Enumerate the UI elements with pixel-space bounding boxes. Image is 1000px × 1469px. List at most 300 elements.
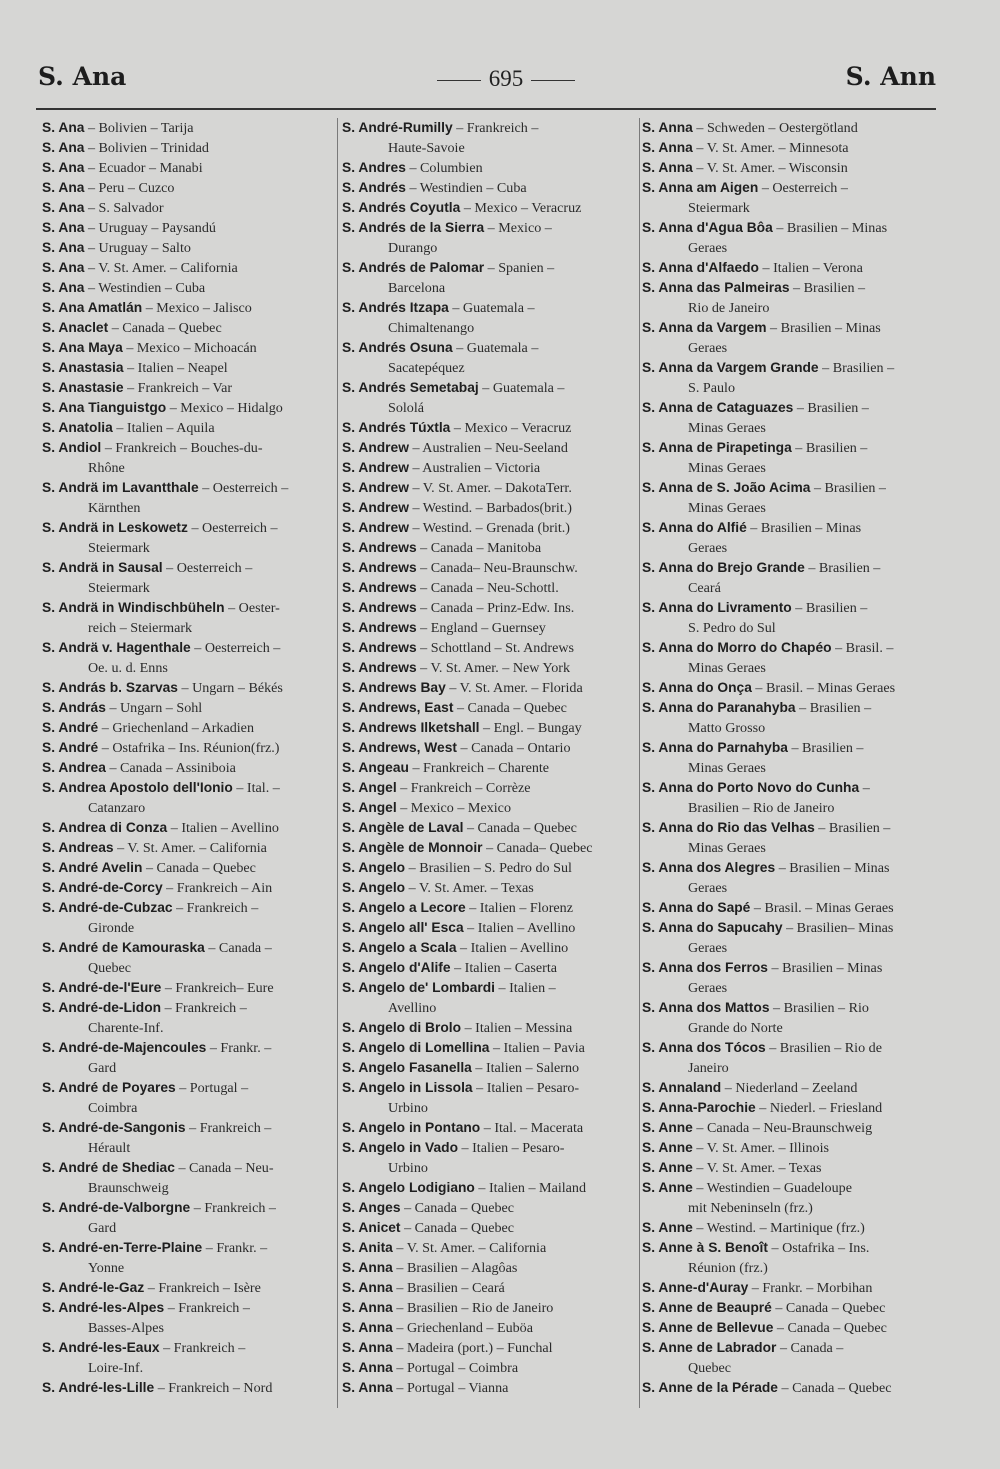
entry-name: S. Anne de Beaupré — [642, 1300, 772, 1315]
gazetteer-entry — [642, 1338, 940, 1378]
entry-name: S. András — [42, 700, 106, 715]
gazetteer-entry — [342, 1038, 637, 1058]
gazetteer-entry — [42, 1078, 332, 1118]
gazetteer-entry — [42, 418, 332, 438]
entry-location: – Italien – Avellino — [467, 920, 576, 936]
entry-location-continued: Matto Grosso — [688, 720, 766, 736]
gazetteer-entry — [342, 458, 637, 478]
gazetteer-entry — [342, 1218, 637, 1238]
entry-location: – Mexico – Hidalgo — [169, 400, 283, 416]
entry-location: – Frankreich – Nord — [157, 1380, 273, 1396]
entry-name: S. André-les-Lille — [42, 1380, 155, 1395]
entry-name: S. Andrews, West — [342, 740, 458, 755]
entry-location: – Mexico – Michoacán — [126, 340, 257, 356]
column-3 — [642, 118, 940, 1398]
entry-location: – Italien – Salerno — [475, 1060, 580, 1076]
entry-name: S. Anna d'Agua Bôa — [642, 220, 773, 235]
gazetteer-entry — [42, 598, 332, 638]
entry-location: – England – Guernsey — [420, 620, 546, 636]
entry-name: S. Anna do Rio das Velhas — [642, 820, 815, 835]
entry-location: – Mexico – — [487, 220, 552, 236]
entry-location: – Canada – Neu-Schottl. — [420, 580, 559, 596]
entry-location: – Brasilien – Minas — [770, 320, 881, 336]
entry-name: S. Anita — [342, 1240, 393, 1255]
gazetteer-entry — [42, 938, 332, 978]
gazetteer-entry — [42, 318, 332, 338]
entry-name: S. Anne à S. Benoît — [642, 1240, 768, 1255]
entry-name: S. Andrä in Leskowetz — [42, 520, 188, 535]
gazetteer-entry — [342, 738, 637, 758]
gazetteer-entry — [342, 838, 637, 858]
entry-location: – Brasilien – Minas — [778, 860, 890, 876]
gazetteer-entry — [42, 558, 332, 598]
entry-location: – Oesterreich – — [761, 180, 848, 196]
entry-name: S. Andrews — [342, 620, 417, 635]
entry-location-continued: Minas Geraes — [688, 840, 766, 856]
gazetteer-entry — [42, 158, 332, 178]
entry-location: – Peru – Cuzco — [87, 180, 175, 196]
gazetteer-entry — [642, 358, 940, 398]
entry-name: S. Angelo di Brolo — [342, 1020, 462, 1035]
entry-location: – Canada– Quebec — [486, 840, 593, 856]
column-divider — [337, 118, 338, 1408]
gazetteer-entry — [42, 898, 332, 938]
entry-name: S. Angelo — [342, 880, 406, 895]
entry-name: S. Anna da Vargem Grande — [642, 360, 819, 375]
entry-location: – Canada – Quebec — [404, 1220, 515, 1236]
gazetteer-entry — [642, 1038, 940, 1078]
entry-name: S. Anna de Cataguazes — [642, 400, 794, 415]
entry-name: S. Andrews — [342, 640, 417, 655]
gazetteer-entry — [642, 738, 940, 778]
entry-name: S. Angèle de Laval — [342, 820, 464, 835]
entry-location: – Canada– Neu-Braunschw. — [420, 560, 578, 576]
entry-location: – Brasilien – Ceará — [396, 1280, 505, 1296]
entry-name: S. Anna dos Ferros — [642, 960, 768, 975]
gazetteer-entry — [42, 438, 332, 478]
gazetteer-entry — [642, 1178, 940, 1218]
entry-name: S. Andrews Ilketshall — [342, 720, 480, 735]
entry-name: S. Andrä in Windischbüheln — [42, 600, 225, 615]
entry-location: – Canada – Prinz-Edw. Ins. — [420, 600, 575, 616]
entry-name: S. Andrés — [342, 180, 406, 195]
entry-name: S. André-en-Terre-Plaine — [42, 1240, 203, 1255]
entry-location-continued: Gironde — [88, 920, 135, 936]
gazetteer-entry — [342, 1238, 637, 1258]
entry-location: – Ital. – Macerata — [483, 1120, 584, 1136]
gazetteer-entry — [642, 898, 940, 918]
entry-location-continued: Geraes — [688, 340, 728, 356]
entry-name: S. Anna-Parochie — [642, 1100, 756, 1115]
entry-location: – V. St. Amer. – Florida — [449, 680, 583, 696]
entry-location: – V. St. Amer. – California — [117, 840, 267, 856]
gazetteer-entry — [342, 518, 637, 538]
entry-location: – Portugal – — [179, 1080, 249, 1096]
gazetteer-entry — [42, 178, 332, 198]
entry-location-continued: Minas Geraes — [688, 460, 766, 476]
entry-name: S. Angelo d'Alife — [342, 960, 451, 975]
entry-name: S. André-Rumilly — [342, 120, 453, 135]
entry-name: S. Anicet — [342, 1220, 401, 1235]
gazetteer-entry — [42, 978, 332, 998]
entry-name: S. Andrä im Lavantthale — [42, 480, 199, 495]
gazetteer-entry — [342, 758, 637, 778]
gazetteer-entry — [42, 678, 332, 698]
entry-location: – Westind. – Martinique (frz.) — [696, 1220, 865, 1236]
entry-location: – Canada – Assiniboia — [109, 760, 236, 776]
entry-location: – Frankreich – — [176, 900, 259, 916]
entry-location: – Canada – Quebec — [775, 1300, 886, 1316]
entry-location-continued: S. Paulo — [688, 380, 735, 396]
gazetteer-entry — [342, 698, 637, 718]
gazetteer-entry — [642, 1378, 940, 1398]
gazetteer-entry — [342, 1338, 637, 1358]
entry-name: S. Andrews — [342, 580, 417, 595]
entry-location-continued: Steiermark — [88, 540, 150, 556]
entry-name: S. Anna — [642, 160, 693, 175]
entry-name: S. André de Kamouraska — [42, 940, 205, 955]
gazetteer-entry — [642, 318, 940, 358]
entry-location-continued: reich – Steiermark — [88, 620, 193, 636]
entry-name: S. Angelo in Lissola — [342, 1080, 473, 1095]
entry-location: – Brasil. – — [835, 640, 894, 656]
entry-name: S. André-le-Gaz — [42, 1280, 145, 1295]
gazetteer-entry — [342, 1358, 637, 1378]
entry-location: – Guatemala – — [452, 300, 535, 316]
entry-name: S. Anna de Pirapetinga — [642, 440, 792, 455]
entry-location: – Ungarn – Békés — [181, 680, 283, 696]
gazetteer-entry — [342, 1118, 637, 1138]
gazetteer-entry — [42, 858, 332, 878]
entry-name: S. Anaclet — [42, 320, 109, 335]
entry-location-continued: Braunschweig — [88, 1180, 169, 1196]
entry-location: – Frankreich – — [163, 1340, 246, 1356]
gazetteer-entry — [642, 1318, 940, 1338]
entry-name: S. Anne — [642, 1180, 693, 1195]
entry-location: – Brasilien – Minas — [750, 520, 862, 536]
entry-location: – Frankr. – Morbihan — [751, 1280, 873, 1296]
entry-name: S. Angelo in Pontano — [342, 1120, 481, 1135]
gazetteer-entry — [42, 378, 332, 398]
gazetteer-entry — [342, 938, 637, 958]
entry-name: S. Ana — [42, 180, 85, 195]
entry-location: – Ital. – — [236, 780, 280, 796]
entry-location: – V. St. Amer. – New York — [420, 660, 570, 676]
entry-name: S. Anna do Morro do Chapéo — [642, 640, 832, 655]
entry-name: S. Andrés Itzapa — [342, 300, 449, 315]
entry-location-continued: Geraes — [688, 940, 728, 956]
entry-location: – Westindien – Cuba — [87, 280, 206, 296]
entry-name: S. Andrews — [342, 660, 417, 675]
entry-location: – Brasilien – — [795, 440, 868, 456]
gazetteer-entry — [342, 478, 637, 498]
gazetteer-entry — [42, 398, 332, 418]
entry-name: S. Angel — [342, 780, 397, 795]
entry-location-continued: Minas Geraes — [688, 760, 766, 776]
entry-location: – Frankreich – Ain — [166, 880, 273, 896]
entry-location: – — [862, 780, 870, 796]
entry-location: – Brasilien – Rio de — [769, 1040, 882, 1056]
entry-location: – Mexico – Jalisco — [145, 300, 252, 316]
entry-name: S. Anne — [642, 1120, 693, 1135]
entry-location-continued: Charente-Inf. — [88, 1020, 164, 1036]
entry-location: – Brasilien – — [808, 560, 881, 576]
entry-name: S. Ana — [42, 240, 85, 255]
entry-location: – Canada – Quebec — [466, 820, 577, 836]
gazetteer-entry — [342, 1318, 637, 1338]
gazetteer-entry — [42, 198, 332, 218]
entry-location: – Frankreich – Bouches-du- — [104, 440, 263, 456]
entry-name: S. Andrés de la Sierra — [342, 220, 485, 235]
entry-location-continued: Minas Geraes — [688, 660, 766, 676]
entry-name: S. Anna da Vargem — [642, 320, 767, 335]
gazetteer-entry — [342, 118, 637, 158]
gazetteer-entry — [642, 958, 940, 998]
entry-location: – Frankreich – — [189, 1120, 272, 1136]
gazetteer-entry — [642, 1278, 940, 1298]
gazetteer-entry — [342, 798, 637, 818]
gazetteer-entry — [342, 258, 637, 298]
entry-location-continued: Oe. u. d. Enns — [88, 660, 168, 676]
gazetteer-entry — [342, 298, 637, 338]
entry-location: – Schweden – Oestergötland — [696, 120, 858, 136]
gazetteer-entry — [342, 898, 637, 918]
entry-location: – Canada – Quebec — [111, 320, 222, 336]
gazetteer-entry — [642, 1238, 940, 1278]
entry-name: S. Andrea — [42, 760, 106, 775]
entry-name: S. Anne — [642, 1140, 693, 1155]
entry-location-continued: Geraes — [688, 980, 728, 996]
entry-location-continued: Hérault — [88, 1140, 131, 1156]
entry-location-continued: Geraes — [688, 240, 728, 256]
entry-location: – Mexico – Veracruz — [453, 420, 572, 436]
entry-location: – Frankreich – Var — [127, 380, 233, 396]
gazetteer-entry — [42, 818, 332, 838]
entry-location-continued: Durango — [388, 240, 438, 256]
entry-location: – Italien – Avellino — [460, 940, 569, 956]
entry-location: – Uruguay – Salto — [87, 240, 191, 256]
entry-location: – Oesterreich – — [166, 560, 253, 576]
entry-location: – Bolivien – Tarija — [87, 120, 194, 136]
entry-location-continued: Urbino — [388, 1160, 428, 1176]
gazetteer-entry — [42, 338, 332, 358]
entry-name: S. Andrew — [342, 500, 409, 515]
entry-name: S. André-les-Eaux — [42, 1340, 160, 1355]
entry-name: S. Anna dos Mattos — [642, 1000, 770, 1015]
entry-name: S. Andrä in Sausal — [42, 560, 163, 575]
entry-name: S. Angelo Fasanella — [342, 1060, 472, 1075]
gazetteer-entry — [342, 418, 637, 438]
gazetteer-entry — [42, 878, 332, 898]
entry-name: S. Anna do Alfié — [642, 520, 747, 535]
entry-location-continued: Haute-Savoie — [388, 140, 465, 156]
entry-location: – Italien – Mailand — [478, 1180, 587, 1196]
gazetteer-entry — [42, 218, 332, 238]
entry-location: – Brasil. – Minas Geraes — [755, 680, 896, 696]
gazetteer-entry — [42, 518, 332, 558]
entry-location: – Mexico – Mexico — [400, 800, 511, 816]
entry-location: – Frankreich – Charente — [412, 760, 550, 776]
entry-name: S. Anna do Onça — [642, 680, 752, 695]
entry-name: S. Andrews — [342, 540, 417, 555]
entry-location-continued: Catanzaro — [88, 800, 146, 816]
entry-location: – Griechenland – Arkadien — [101, 720, 254, 736]
entry-location: – Brasil. – Minas Geraes — [753, 900, 894, 916]
entry-name: S. Andrews Bay — [342, 680, 446, 695]
entry-location: – Ostafrika – Ins. — [771, 1240, 870, 1256]
gazetteer-entry — [342, 198, 637, 218]
gazetteer-entry — [642, 1298, 940, 1318]
entry-name: S. Anna dos Tócos — [642, 1040, 766, 1055]
column-divider — [639, 118, 640, 1408]
entry-location: – Italien – Pesaro- — [461, 1140, 565, 1156]
gazetteer-entry — [42, 298, 332, 318]
entry-location: – Italien – Florenz — [469, 900, 573, 916]
entry-location: – Westindien – Guadeloupe — [696, 1180, 852, 1196]
gazetteer-entry — [342, 178, 637, 198]
entry-name: S. Angelo de' Lombardi — [342, 980, 496, 995]
entry-location: – Canada – Neu-Braunschweig — [696, 1120, 873, 1136]
entry-location: – Brasilien – Minas — [776, 220, 888, 236]
entry-name: S. Ana — [42, 160, 85, 175]
entry-location: – Portugal – Coimbra — [396, 1360, 519, 1376]
gazetteer-entry — [642, 1218, 940, 1238]
entry-location-continued: Ceará — [688, 580, 721, 596]
entry-name: S. Ana Tianguistgo — [42, 400, 167, 415]
entry-name: S. Andrews — [342, 600, 417, 615]
gazetteer-entry — [342, 718, 637, 738]
entry-name: S. André-de-Corcy — [42, 880, 163, 895]
entry-name: S. André de Poyares — [42, 1080, 176, 1095]
entry-location-continued: Geraes — [688, 880, 728, 896]
entry-name: S. Ana — [42, 120, 85, 135]
entry-location: – V. St. Amer. – California — [87, 260, 238, 276]
gazetteer-entry — [42, 1338, 332, 1378]
entry-location: – Italien – Avellino — [170, 820, 279, 836]
gazetteer-entry — [42, 738, 332, 758]
entry-location: – Griechenland – Euböa — [396, 1320, 533, 1336]
column-2 — [342, 118, 637, 1398]
gazetteer-entry — [642, 778, 940, 818]
entry-name: S. Andrew — [342, 480, 409, 495]
entry-location: – Westindien – Cuba — [409, 180, 527, 196]
entry-location-continued: Réunion (frz.) — [688, 1260, 768, 1276]
gazetteer-entry — [42, 238, 332, 258]
entry-location-continued: Geraes — [688, 540, 728, 556]
entry-location-continued: Avellino — [388, 1000, 437, 1016]
gazetteer-entry — [642, 158, 940, 178]
gazetteer-entry — [42, 1298, 332, 1338]
entry-name: S. André de Shediac — [42, 1160, 175, 1175]
entry-location: – Italien – Messina — [464, 1020, 573, 1036]
gazetteer-entry — [642, 258, 940, 278]
entry-location: – Frankreich – — [456, 120, 539, 136]
gazetteer-entry — [342, 1298, 637, 1318]
gazetteer-entry — [342, 578, 637, 598]
gazetteer-entry — [642, 1158, 940, 1178]
entry-location: – Brasilien– Minas — [786, 920, 894, 936]
entry-name: S. Ana Maya — [42, 340, 123, 355]
entry-location: – Italien – Verona — [762, 260, 863, 276]
entry-name: S. André-de-Valborgne — [42, 1200, 191, 1215]
entry-name: S. Anastasia — [42, 360, 124, 375]
entry-location-continued: Rio de Janeiro — [688, 300, 770, 316]
entry-location-continued: S. Pedro do Sul — [688, 620, 776, 636]
entry-location: – Italien – Caserta — [454, 960, 558, 976]
entry-name: S. Anna — [342, 1320, 393, 1335]
gazetteer-entry — [342, 878, 637, 898]
entry-location: – Brasilien – — [791, 740, 864, 756]
entry-location: – Brasilien – — [799, 700, 872, 716]
entry-location: – Canada – Quebec — [781, 1380, 892, 1396]
gazetteer-entry — [42, 838, 332, 858]
entry-location: – V. St. Amer. – California — [396, 1240, 547, 1256]
entry-name: S. Ana — [42, 260, 85, 275]
header-rule — [36, 108, 936, 110]
gazetteer-entry — [42, 1278, 332, 1298]
gazetteer-entry — [42, 118, 332, 138]
entry-location-continued: Grande do Norte — [688, 1020, 783, 1036]
entry-name: S. Angelo all' Esca — [342, 920, 464, 935]
entry-name: S. Angelo a Lecore — [342, 900, 466, 915]
gazetteer-entry — [42, 718, 332, 738]
entry-name: S. Angelo a Scala — [342, 940, 457, 955]
entry-name: S. André — [42, 740, 99, 755]
gazetteer-entry — [342, 1138, 637, 1178]
entry-name: S. Annaland — [642, 1080, 722, 1095]
entry-location: – Schottland – St. Andrews — [420, 640, 575, 656]
entry-name: S. Andres — [342, 160, 406, 175]
entry-name: S. Angel — [342, 800, 397, 815]
gazetteer-entry — [642, 598, 940, 638]
entry-location-continued: Basses-Alpes — [88, 1320, 164, 1336]
entry-location: – Mexico – Veracruz — [463, 200, 582, 216]
entry-location: – Portugal – Vianna — [396, 1380, 509, 1396]
entry-name: S. Anna do Brejo Grande — [642, 560, 805, 575]
entry-name: S. Anna do Livramento — [642, 600, 792, 615]
entry-location: – Frankreich– Eure — [164, 980, 274, 996]
entry-name: S. András b. Szarvas — [42, 680, 178, 695]
entry-location: – Frankreich – Isère — [147, 1280, 261, 1296]
gazetteer-entry — [342, 1198, 637, 1218]
gazetteer-entry — [642, 558, 940, 598]
entry-location-continued: mit Nebeninseln (frz.) — [688, 1200, 813, 1216]
entry-location-continued: Chimaltenango — [388, 320, 475, 336]
gazetteer-entry — [342, 918, 637, 938]
entry-location-continued: Janeiro — [688, 1060, 729, 1076]
entry-name: S. Andrea Apostolo dell'Ionio — [42, 780, 233, 795]
entry-location: – Brasilien – Minas — [771, 960, 883, 976]
entry-location: – Italien – Aquila — [116, 420, 215, 436]
entry-name: S. Anna — [342, 1260, 393, 1275]
entry-name: S. Anne-d'Auray — [642, 1280, 749, 1295]
gazetteer-entry — [642, 518, 940, 558]
entry-name: S. Anna dos Alegres — [642, 860, 776, 875]
entry-location: – Brasilien – S. Pedro do Sul — [408, 860, 572, 876]
entry-location: – Italien – — [498, 980, 556, 996]
entry-name: S. Angelo in Vado — [342, 1140, 459, 1155]
entry-location-continued: Gard — [88, 1220, 117, 1236]
entry-name: S. Anna do Porto Novo do Cunha — [642, 780, 860, 795]
entry-name: S. Anne — [642, 1220, 693, 1235]
entry-name: S. Anna — [642, 140, 693, 155]
entry-name: S. André Avelin — [42, 860, 143, 875]
entry-name: S. Ana — [42, 140, 85, 155]
entry-name: S. Anna das Palmeiras — [642, 280, 790, 295]
entry-location-continued: Quebec — [688, 1360, 732, 1376]
gazetteer-entry — [42, 478, 332, 518]
gazetteer-entry — [642, 638, 940, 678]
